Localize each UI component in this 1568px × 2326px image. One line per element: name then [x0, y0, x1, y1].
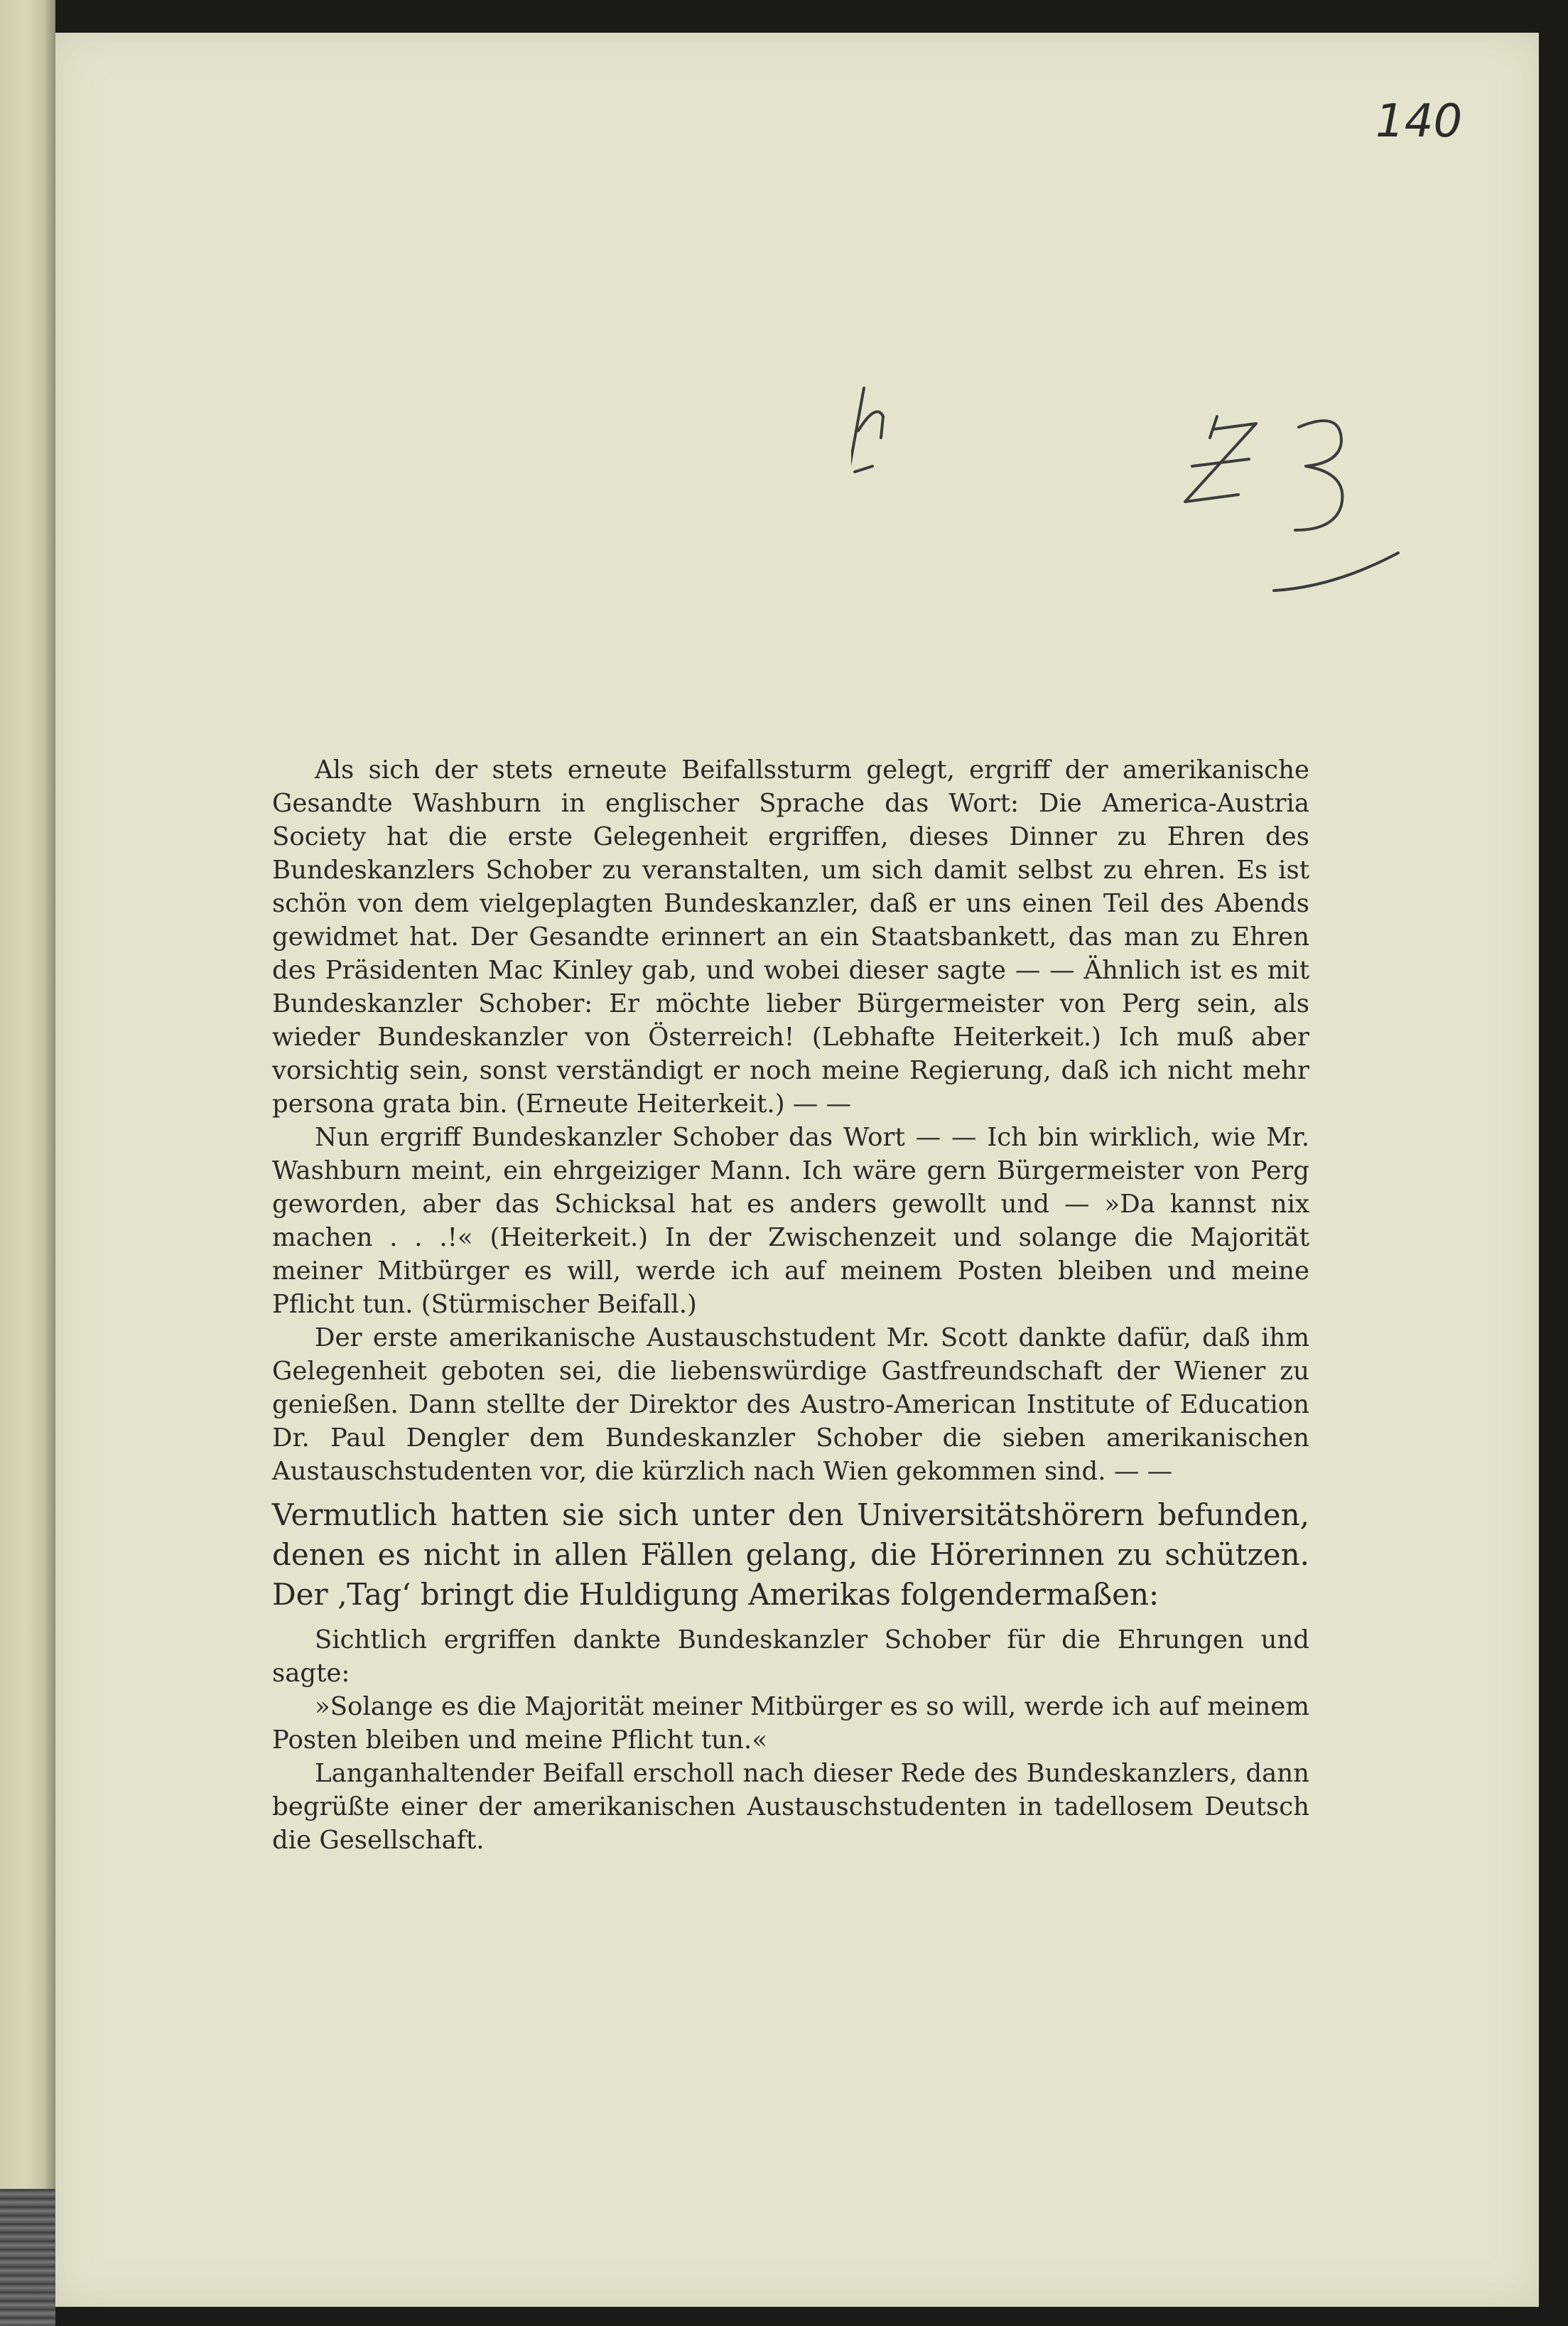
- paragraph: Als sich der stets erneute Beifallssturm gelegt, ergriff der amerikanische Gesandte Washburn in englischer Sprache das Wort: Die America-Austria Society hat die erste Gelegenheit ergriffen, dieses Dinner zu Ehren des Bundeskanzlers Schober zu veranstalten, um sich damit selbst zu ehren. Es ist schön von dem vielgeplagten Bundeskanzler, daß er uns einen Teil des Abends gewidmet hat. Der Gesandte erinnert an ein Staatsbankett, das man zu Ehren des Präsidenten Mac Kinley gab, und wobei dieser sagte — — Ähnlich ist es mit Bundeskanzler Schober: Er möchte lieber Bürgermeister von Perg sein, als wieder Bundeskanzler von Österreich! (Lebhafte Heiterkeit.) Ich muß aber vorsichtig sein, sonst verständigt er noch meine Regierung, daß ich nicht mehr persona grata bin. (Erneute Heiterkeit.) — —: [272, 755, 1309, 1119]
- document-body: [272, 753, 1309, 1857]
- paragraph: Sichtlich ergriffen dankte Bundeskanzler Schober für die Ehrungen und sagte:: [272, 1625, 1309, 1688]
- spine-binding: [0, 2189, 55, 2326]
- folio-number: 140: [1375, 95, 1463, 148]
- document-page: [55, 33, 1539, 2307]
- archive-mark-underline: [1274, 553, 1398, 591]
- archive-mark-h: [851, 388, 883, 472]
- paragraph: Der erste amerikanische Austauschstudent Mr. Scott dankte dafür, daß ihm Gelegenheit geboten sei, die liebenswürdige Gastfreundschaft der Wiener zu genießen. Dann stellte der Direktor des Austro-American Institute of Education Dr. Paul Dengler dem Bundeskanzler Schober die sieben amerikanischen Austauschstudenten vor, die kürzlich nach Wien gekommen sind. — —: [272, 1323, 1309, 1486]
- interlude-paragraph: Vermutlich hatten sie sich unter den Universitätshörern befunden, denen es nicht in allen Fällen gelang, die Hörerinnen zu schützen. Der ‚Tag‘ bringt die Huldigung Amerikas folgendermaßen:: [272, 1497, 1309, 1612]
- quote-paragraph: »Solange es die Majorität meiner Mitbürger es so will, werde ich auf meinem Posten bleiben und meine Pflicht tun.«: [272, 1692, 1309, 1755]
- paragraph: Langanhaltender Beifall erscholl nach dieser Rede des Bundeskanzlers, dann begrüßte einer der amerikanischen Austauschstudenten in tadellosem Deutsch die Gesellschaft.: [272, 1759, 1309, 1855]
- archive-mark-z: [1185, 416, 1256, 502]
- archive-mark-3: [1295, 421, 1342, 530]
- paragraph: Nun ergriff Bundeskanzler Schober das Wort — — Ich bin wirklich, wie Mr. Washburn meint, ein ehrgeiziger Mann. Ich wäre gern Bürgermeister von Perg geworden, aber das Schicksal hat es anders gewollt und — »Da kannst nix machen . . .!« (Heiterkeit.) In der Zwischenzeit und solange die Majorität meiner Mitbürger es will, werde ich auf meinem Posten bleiben und meine Pflicht tun. (Stürmischer Beifall.): [272, 1123, 1309, 1319]
- book-spine: [0, 0, 55, 2326]
- handwritten-archive-marks: [851, 360, 1420, 615]
